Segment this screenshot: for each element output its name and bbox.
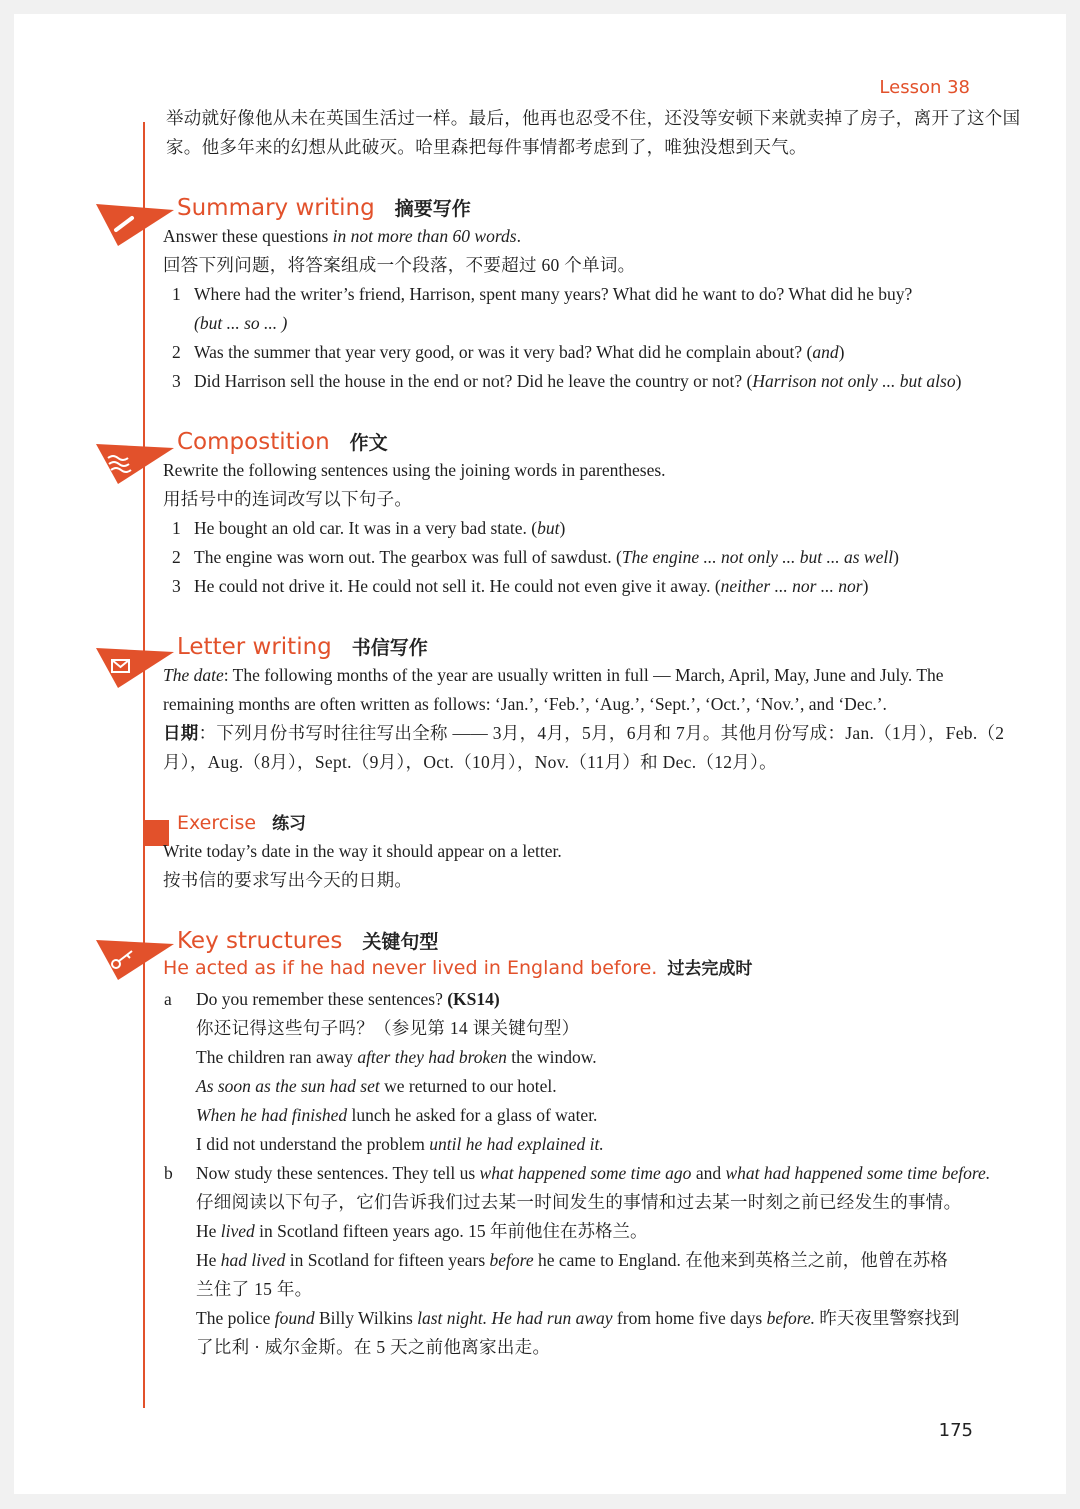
exercise-title: Exercise: [177, 812, 257, 834]
intro-line-2: 家。他多年来的幻想从此破灭。哈里森把每件事情都考虑到了，唯独没想到天气。: [166, 137, 807, 157]
composition-title-zh: 作文: [349, 432, 388, 454]
letter-line-zh-1: 日期：下列月份书写时往往写出全称 —— 3月，4月，5月，6月和 7月。其他月份写成：Jan.（1月），Feb.（2: [163, 723, 1005, 743]
key-b-example-2: He had lived in Scotland for fifteen years before he came to England. 在他来到英格兰之前，他曾在苏格: [196, 1250, 948, 1270]
summary-question-2: 2 Was the summer that year very good, or was it very bad? What did he complain about? (and): [172, 342, 845, 362]
key-part-b-zh: 仔细阅读以下句子，它们告诉我们过去某一时间发生的事情和过去某一时刻之前已经发生的事情。: [196, 1192, 962, 1212]
textbook-page: [14, 14, 1066, 1494]
letter-title-zh: 书信写作: [351, 637, 428, 659]
key-example-4: I did not understand the problem until he had explained it.: [196, 1134, 604, 1154]
summary-title: Summary writing: [177, 195, 375, 221]
summary-question-1: 1 Where had the writer’s friend, Harrison, spent many years? What did he want to do? What did he buy?: [172, 284, 913, 304]
key-b-example-2-cont: 兰住了 15 年。: [196, 1279, 313, 1299]
letter-title: Letter writing: [177, 634, 332, 660]
key-heading: [177, 927, 438, 954]
letter-line-2: remaining months are often written as follows: ‘Jan.’, ‘Feb.’, ‘Aug.’, ‘Sept.’, ‘Oct.’, ‘Nov.’, and ‘Dec.’.: [163, 694, 887, 714]
page-number: 175: [938, 1420, 973, 1441]
key-example-1: The children ran away after they had broken the window.: [196, 1047, 597, 1067]
composition-title: Compostition: [177, 429, 330, 455]
summary-title-zh: 摘要写作: [394, 198, 471, 220]
key-example-2: As soon as the sun had set we returned to our hotel.: [196, 1076, 557, 1096]
summary-question-3: 3 Did Harrison sell the house in the end or not? Did he leave the country or not? (Harrison not only ... but also): [172, 371, 962, 391]
composition-instruction-zh: 用括号中的连词改写以下句子。: [163, 489, 413, 509]
key-example-3: When he had finished lunch he asked for a glass of water.: [196, 1105, 598, 1125]
summary-instruction-zh: 回答下列问题，将答案组成一个段落，不要超过 60 个单词。: [163, 255, 636, 275]
exercise-title-zh: 练习: [272, 814, 307, 834]
exercise-heading: [177, 809, 306, 834]
key-b-example-1: He lived in Scotland fifteen years ago. 15 年前他住在苏格兰。: [196, 1221, 648, 1241]
key-subheading: He acted as if he had never lived in England before. 过去完成时: [163, 957, 753, 979]
composition-instruction: Rewrite the following sentences using the joining words in parentheses.: [163, 460, 666, 480]
key-title-zh: 关键句型: [362, 931, 439, 953]
key-part-a-zh: 你还记得这些句子吗？（参见第 14 课关键句型）: [196, 1018, 580, 1038]
composition-sentence-1: 1 He bought an old car. It was in a very bad state. (but): [172, 518, 566, 538]
exercise-text: Write today’s date in the way it should appear on a letter.: [163, 841, 562, 861]
key-title: Key structures: [177, 928, 343, 954]
letter-heading: [177, 633, 428, 660]
summary-instruction: Answer these questions in not more than 60 words.: [163, 226, 521, 246]
composition-heading: [177, 428, 388, 455]
key-part-a: a Do you remember these sentences? (KS14): [164, 989, 500, 1009]
composition-sentence-3: 3 He could not drive it. He could not sell it. He could not even give it away. (neither ... nor ... nor): [172, 576, 869, 596]
key-b-example-3-cont: 了比利 · 威尔金斯。在 5 天之前他离家出走。: [196, 1337, 551, 1357]
key-part-b: b Now study these sentences. They tell us what happened some time ago and what had happened some time before.: [164, 1163, 991, 1183]
summary-heading: [177, 194, 471, 221]
letter-line-zh-2: 月），Aug.（8月），Sept.（9月），Oct.（10月），Nov.（11月）和 Dec.（12月）。: [163, 752, 777, 772]
intro-line-1: 举动就好像他从未在英国生活过一样。最后，他再也忍受不住，还没等安顿下来就卖掉了房子，离开了这个国: [166, 108, 1021, 128]
composition-sentence-2: 2 The engine was worn out. The gearbox was full of sawdust. (The engine ... not only ... but ... as well): [172, 547, 899, 567]
letter-line-1: The date: The following months of the year are usually written in full — March, April, May, June and July. The: [163, 665, 944, 685]
exercise-text-zh: 按书信的要求写出今天的日期。: [163, 870, 413, 890]
lesson-label: Lesson 38: [879, 77, 970, 98]
margin-rule: [143, 122, 145, 1408]
key-b-example-3: The police found Billy Wilkins last night. He had run away from home five days before. 昨天夜里警察找到: [196, 1308, 960, 1328]
summary-question-1-hint: (but ... so ... ): [194, 313, 288, 333]
